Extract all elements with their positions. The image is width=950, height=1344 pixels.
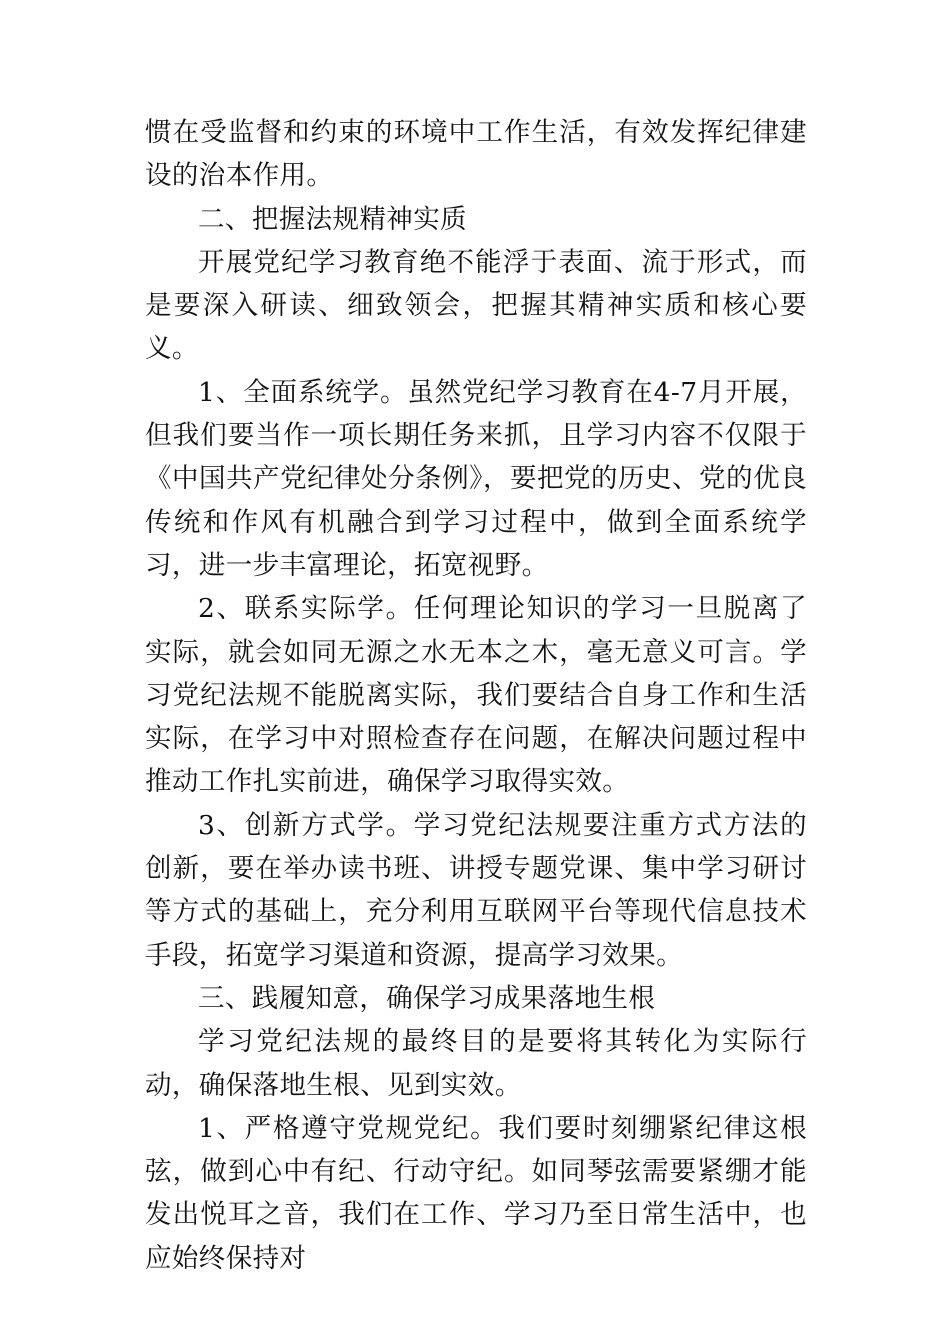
paragraph-intro-2: 开展党纪学习教育绝不能浮于表面、流于形式，而是要深入研读、细致领会，把握其精神实质和核心要义。 [145, 246, 807, 365]
paragraph-continuation: 惯在受监督和约束的环境中工作生活，有效发挥纪律建设的治本作用。 [145, 117, 807, 192]
paragraph-item-2-3: 3、创新方式学。学习党纪法规要注重方式方法的创新，要在举办读书班、讲授专题党课、集中学习研讨等方式的基础上，充分利用互联网平台等现代信息技术手段，拓宽学习渠道和资源，提高学习效果。 [145, 809, 807, 971]
paragraph-item-3-1: 1、严格遵守党规党纪。我们要时刻绷紧纪律这根弦，做到心中有纪、行动守纪。如同琴弦需要紧绷才能发出悦耳之音，我们在工作、学习乃至日常生活中，也应始终保持对 [145, 1112, 807, 1274]
section-heading-2: 二、把握法规精神实质 [198, 203, 467, 235]
paragraph-intro-3: 学习党纪法规的最终目的是要将其转化为实际行动，确保落地生根、见到实效。 [145, 1026, 807, 1101]
paragraph-item-2-2: 2、联系实际学。任何理论知识的学习一旦脱离了实际，就会如同无源之水无本之木，毫无意义可言。学习党纪法规不能脱离实际，我们要结合自身工作和生活实际，在学习中对照检查存在问题，在解决问题过程中推动工作扎实前进，确保学习取得实效。 [145, 593, 807, 798]
section-heading-3: 三、践履知意，确保学习成果落地生根 [198, 982, 656, 1014]
document-body [145, 111, 807, 1280]
paragraph-item-2-1: 1、全面系统学。虽然党纪学习教育在4-7月开展，但我们要当作一项长期任务来抓，且学习内容不仅限于《中国共产党纪律处分条例》，要把党的历史、党的优良传统和作风有机融合到学习过程中，做到全面系统学习，进一步丰富理论，拓宽视野。 [145, 376, 807, 581]
